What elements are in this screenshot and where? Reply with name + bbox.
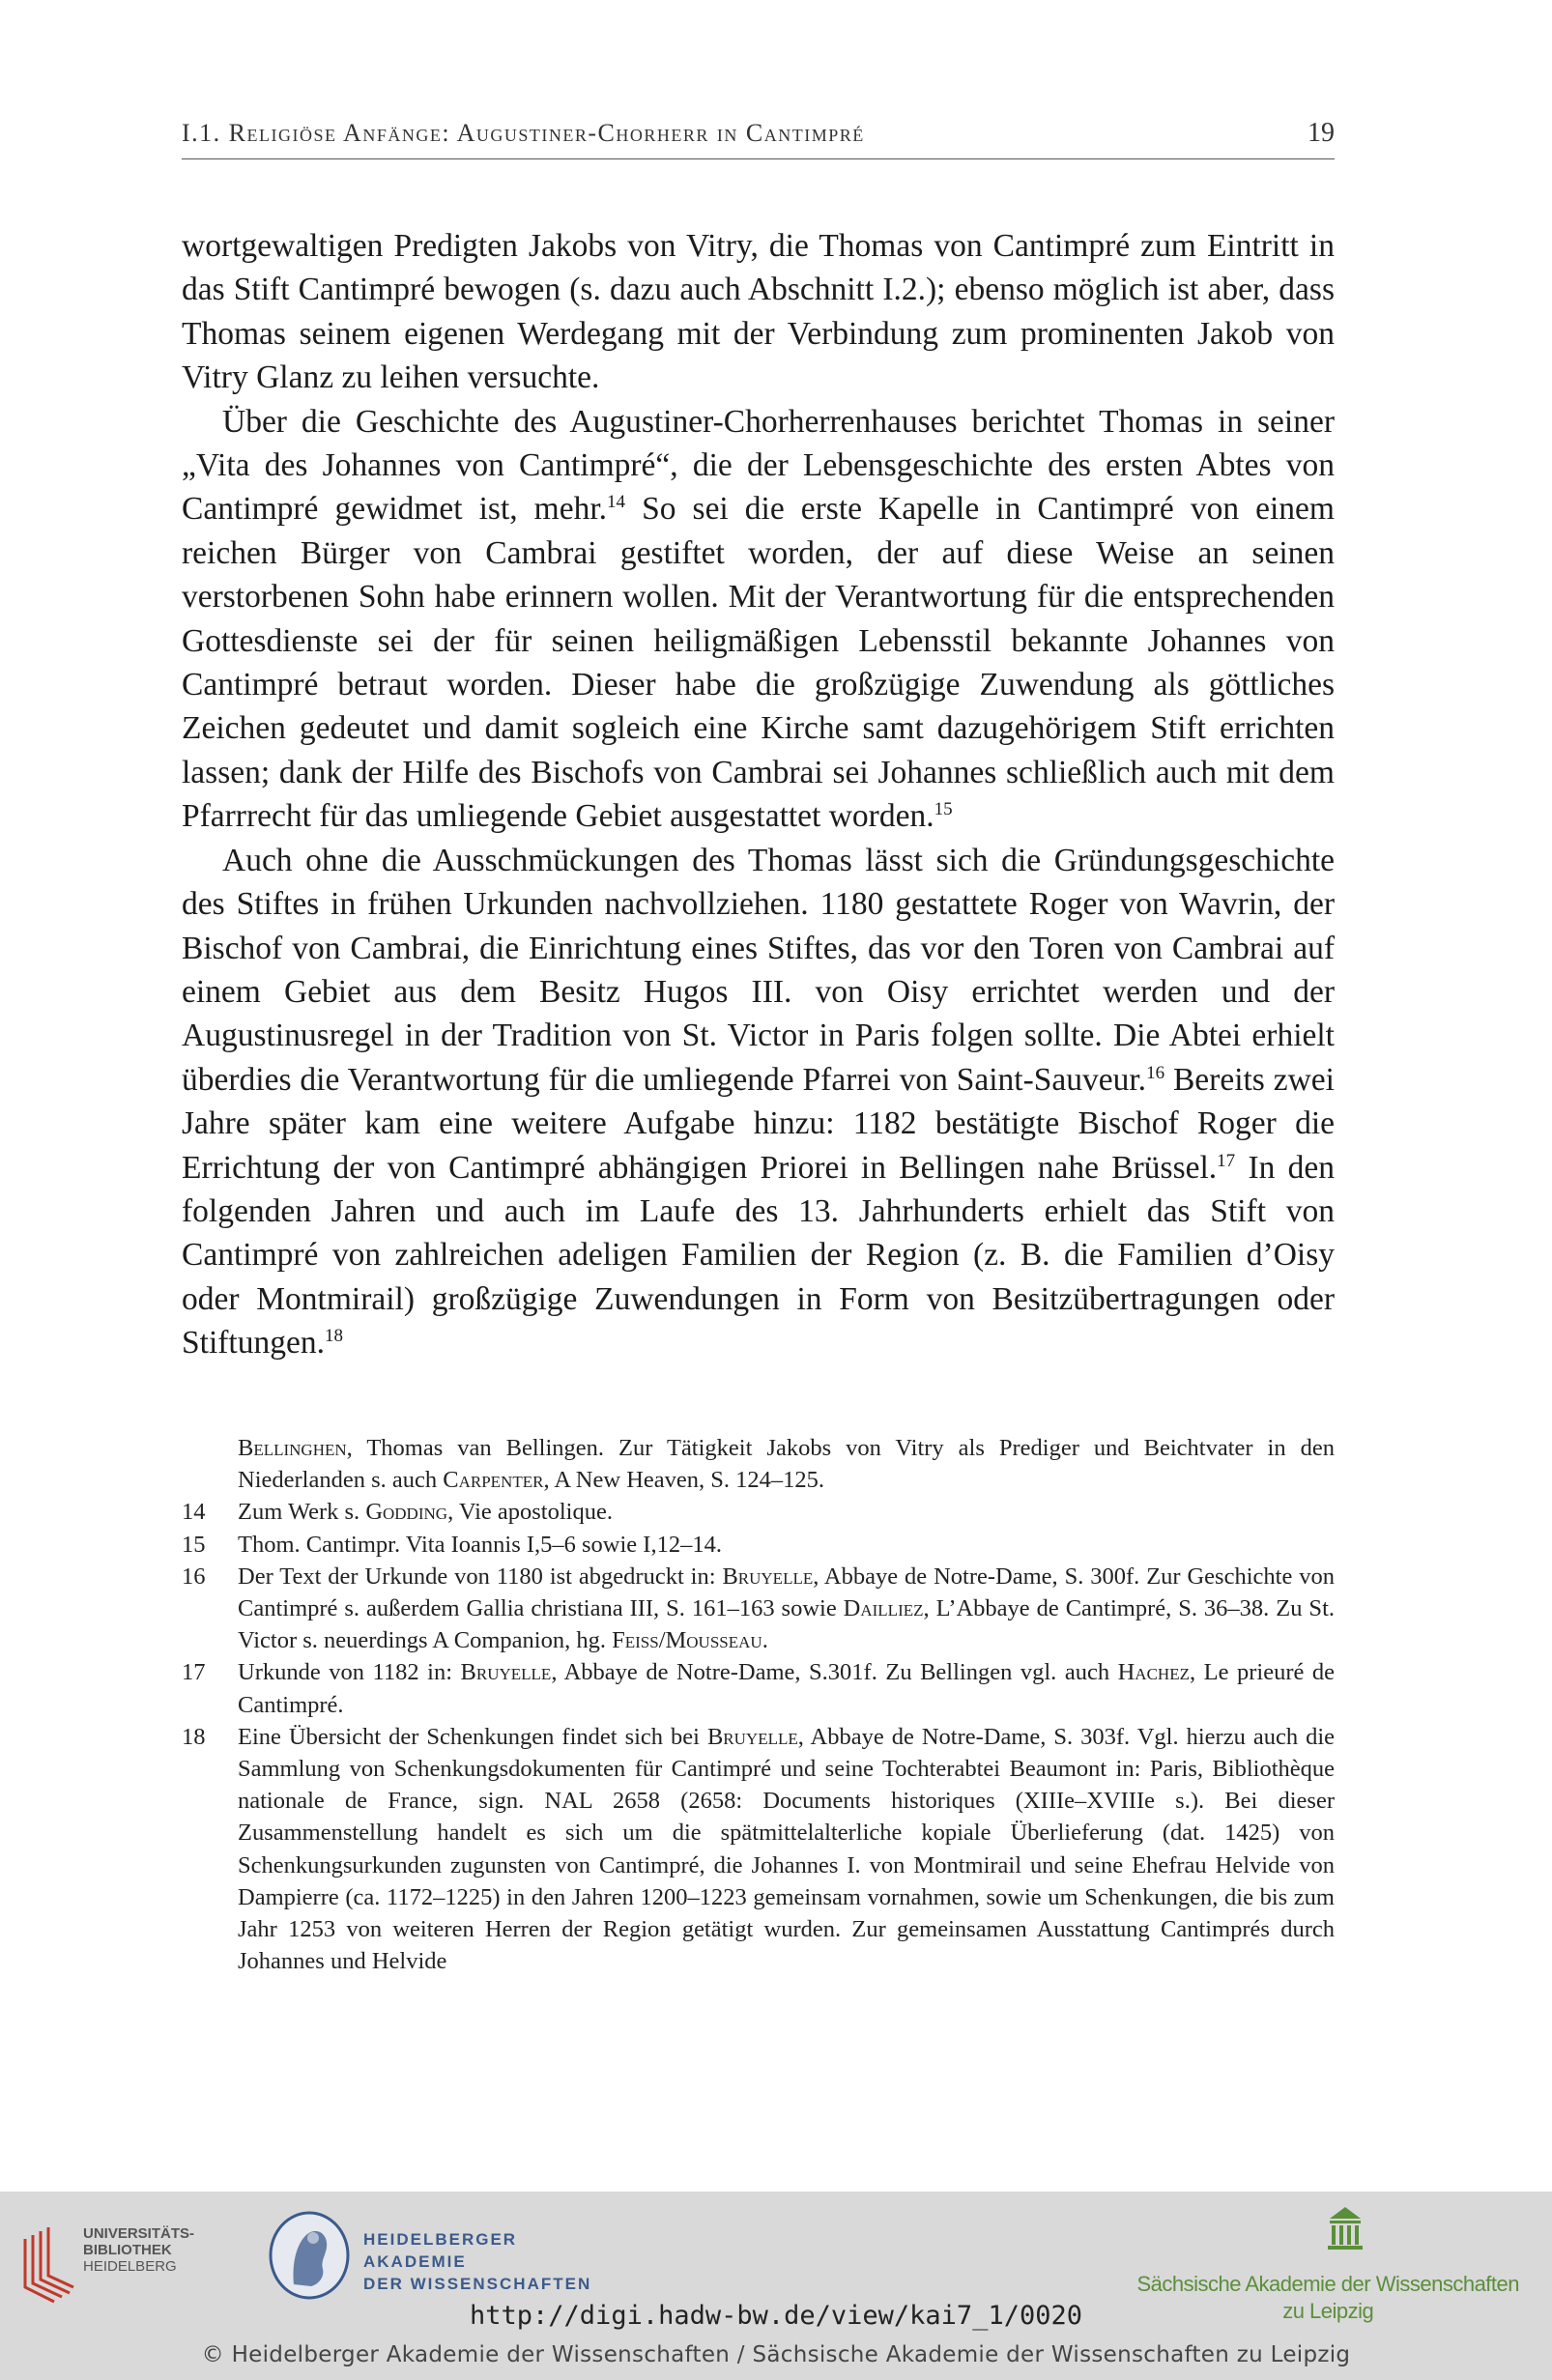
footnotes (182, 1432, 1335, 1977)
footnote-14: 14 Zum Werk s. Godding, Vie apostolique. (182, 1496, 1335, 1528)
paragraph-2: Über die Geschichte des Augustiner-Chorherrenhauses berichtet Thomas in seiner „Vita des Johannes von Cantimpré“, die der Lebensgeschichte des ersten Abtes von Cantimpré gewidmet ist, mehr.$^{14}$ So sei die erste Kapelle in Cantimpré von einem reichen Bürger von Cambrai gestiftet worden, der auf diese Weise an seinen verstorbenen Sohn habe erinnern wollen. Mit der Verantwortung für die entsprechenden Gottesdienste sei der für seinen heiligmäßigen Lebensstil bekannte Johannes von Cantimpré betraut worden. Dieser habe die großzügige Zuwendung als göttliches Zeichen gedeutet und damit sogleich eine Kirche samt dazugehörigem Stift errichten lassen; dank der Hilfe des Bischofs von Cambrai sei Johannes schließlich auch mit dem Pfarrrecht für das umliegende Gebiet ausgestattet worden.$^{15}$ (182, 403, 1335, 835)
paragraph-1: wortgewaltigen Predigten Jakobs von Vitry, die Thomas von Cantimpré zum Eintritt in das Stift Cantimpré bewogen (s. dazu auch Abschnitt I.2.); ebenso möglich ist aber, dass Thomas seinem eigenen Werdegang mit der Verbindung zum prominenten Jakob von Vitry Glanz zu leihen versuchte. (182, 228, 1335, 396)
footnote-15: 15 Thom. Cantimpr. Vita Ioannis I,5–6 sowie I,12–14. (182, 1529, 1335, 1561)
footnote-number: 16 (182, 1563, 206, 1590)
ub-logo-line3: HEIDELBERG (83, 2258, 177, 2275)
footnote-ref-14[interactable]: 14 (607, 492, 626, 513)
ub-logo-line1: UNIVERSITÄTS- (83, 2225, 195, 2242)
footnote-continuation: Bellinghen, Thomas van Bellingen. Zur Tätigkeit Jakobs von Vitry als Prediger und Beichtvater in den Niederlanden s. auch Carpenter, A New Heaven, S. 124–125. (238, 1435, 1335, 1494)
running-header (182, 118, 1335, 149)
saw-logo-line1: Sächsische Akademie der Wissenschaften (1136, 2272, 1519, 2296)
footnote-number: 18 (182, 1723, 206, 1750)
footnote-ref-17[interactable]: 17 (1217, 1150, 1236, 1171)
body-text (182, 224, 1335, 1365)
paragraph-3: Auch ohne die Ausschmückungen des Thomas lässt sich die Gründungsgeschichte des Stiftes in frühen Urkunden nachvollziehen. 1180 gestattete Roger von Wavrin, der Bischof von Cambrai, die Einrichtung eines Stiftes, das vor den Toren von Cambrai auf einem Gebiet aus dem Besitz Hugos III. von Oisy errichtet werden und der Augustinusregel in der Tradition von St. Victor in Paris folgen sollte. Die Abtei erhielt überdies die Verantwortung für die umliegende Pfarrei von Saint-Sauveur.$^{16}$ Bereits zwei Jahre später kam eine weitere Aufgabe hinzu: 1182 bestätigte Bischof Roger die Errichtung der von Cantimpré abhängigen Priorei in Bellingen nahe Brüssel.$^{17}$ In den folgenden Jahren und auch im Laufe des 13. Jahrhunderts erhielt das Stift von Cantimpré von zahlreichen adeligen Familien der Region (z. B. die Familien d’Oisy oder Montmirail) großzügige Zuwendungen in Form von Besitzübertragungen oder Stiftungen.$^{18}$ (182, 842, 1335, 1362)
footnote-ref-18[interactable]: 18 (324, 1326, 343, 1346)
ub-logo-line2: BIBLIOTHEK (83, 2242, 172, 2258)
permalink-url[interactable]: http://digi.hadw-bw.de/view/kai7_1/0020 (470, 2301, 1082, 2331)
footnote-16: 16 Der Text der Urkunde von 1180 ist abgedruckt in: Bruyelle, Abbaye de Notre-Dame, S. 300f. Zur Geschichte von Cantimpré s. außerdem Gallia christiana III, S. 161–163 sowie Dailliez, L’Abbaye de Cantimpré, S. 36–38. Zu St. Victor s. neuerdings A Companion, hg. Feiss/Mousseau. (182, 1561, 1335, 1657)
saw-logo-line2: zu Leipzig (1282, 2299, 1374, 2323)
hadw-logo[interactable] (263, 2201, 611, 2317)
hadw-medallion-icon (263, 2201, 359, 2308)
header-rule (182, 158, 1335, 159)
hadw-logo-line1: HEIDELBERGER AKADEMIE (363, 2230, 518, 2271)
saw-building-icon (1326, 2205, 1365, 2253)
footnote-number: 17 (182, 1659, 206, 1686)
page-number: 19 (1308, 118, 1335, 148)
running-title: I.1. Religiöse Anfänge: Augustiner-Chorherr in Cantimpré (182, 119, 865, 147)
hadw-logo-line2: DER WISSENSCHAFTEN (363, 2275, 592, 2293)
footnote-ref-15[interactable]: 15 (934, 799, 953, 820)
footnote-ref-16[interactable]: 16 (1146, 1062, 1165, 1083)
footnote-number: 15 (182, 1531, 206, 1558)
footnote-number: 14 (182, 1499, 206, 1526)
footnote-17: 17 Urkunde von 1182 in: Bruyelle, Abbaye de Notre-Dame, S.301f. Zu Bellingen vgl. auch Hachez, Le prieuré de Cantimpré. (182, 1656, 1335, 1720)
copyright-notice: © Heidelberger Akademie der Wissenschaften / Sächsische Akademie der Wissenschaften zu Leipzig (201, 2342, 1351, 2367)
saw-leipzig-logo[interactable] (1131, 2205, 1546, 2323)
footnote-18: 18 Eine Übersicht der Schenkungen findet sich bei Bruyelle, Abbaye de Notre-Dame, S. 303f. Vgl. hierzu auch die Sammlung von Schenkungsdokumenten für Cantimpré und seine Tochterabtei Beaumont in: Paris, Bibliothèque nationale de France, sign. NAL 2658 (2658: Documents historiques (XIIIe–XVIIIe s.). Bei dieser Zusammenstellung handelt es sich um die spätmittelalterliche kopiale Überlieferung (dat. 1425) von Schenkungsurkunden zugunsten von Cantimpré, die Johannes I. von Montmirail und seine Ehefrau Helvide von Dampierre (ca. 1172–1225) in den Jahren 1200–1223 gemeinsam vornahmen, sowie um Schenkungen, die bis zum Jahr 1253 von weiteren Herren der Region getätigt wurden. Zur gemeinsamen Ausstattung Cantimprés durch Johannes und Helvide (182, 1721, 1335, 1978)
